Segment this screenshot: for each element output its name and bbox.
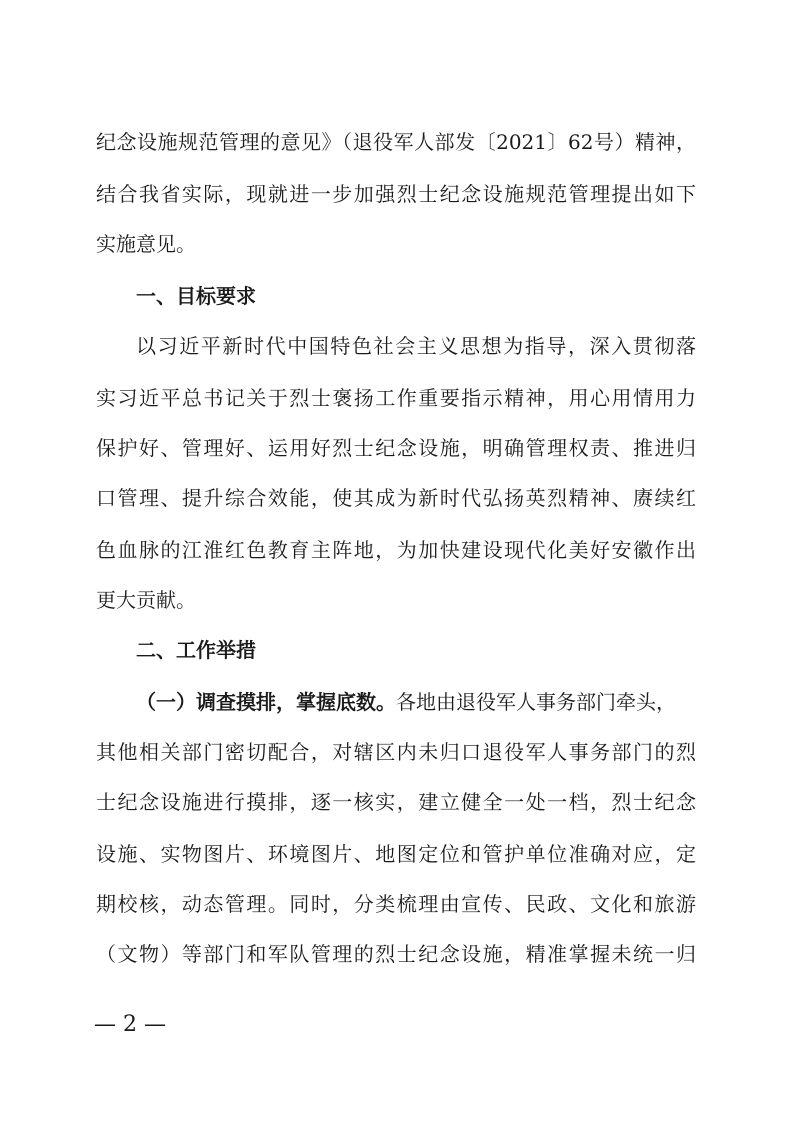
section-heading-measures: 二、工作举措 (136, 638, 256, 662)
body-text-line: 实施意见。 (96, 232, 196, 256)
page-number: — 2 — (94, 1012, 166, 1037)
body-text-line: 士纪念设施进行摸排，逐一核实，建立健全一处一档，烈士纪念 (96, 790, 696, 814)
body-text-line: 保护好、管理好、运用好烈士纪念设施，明确管理权责、推进归 (96, 436, 696, 460)
body-text-line: 纪念设施规范管理的意见》（退役军人部发〔2021〕62号）精神， (96, 130, 696, 154)
body-text-line: （文物）等部门和军队管理的烈士纪念设施，精准掌握未统一归 (96, 942, 696, 966)
body-text-line: 设施、实物图片、环境图片、地图定位和管护单位准确对应，定 (96, 842, 696, 866)
body-text-line: 实习近平总书记关于烈士褒扬工作重要指示精神，用心用情用力 (96, 386, 696, 410)
body-text-line (136, 684, 696, 720)
body-text-segment: 各地由退役军人事务部门牵头， (396, 690, 676, 714)
body-text-line: 以习近平新时代中国特色社会主义思想为指导，深入贯彻落 (136, 334, 696, 358)
body-text-line: 结合我省实际，现就进一步加强烈士纪念设施规范管理提出如下 (96, 182, 696, 206)
body-text-line: 期校核，动态管理。同时，分类梳理由宣传、民政、文化和旅游 (96, 892, 696, 916)
subsection-title-survey: （一）调查摸排，掌握底数。 (136, 690, 396, 714)
body-text-line: 更大贡献。 (96, 588, 196, 612)
body-text-line: 色血脉的江淮红色教育主阵地，为加快建设现代化美好安徽作出 (96, 538, 696, 562)
body-text-line: 其他相关部门密切配合，对辖区内未归口退役军人事务部门的烈 (96, 740, 696, 764)
section-heading-goals: 一、目标要求 (136, 284, 256, 308)
body-text-line: 口管理、提升综合效能，使其成为新时代弘扬英烈精神、赓续红 (96, 486, 696, 510)
